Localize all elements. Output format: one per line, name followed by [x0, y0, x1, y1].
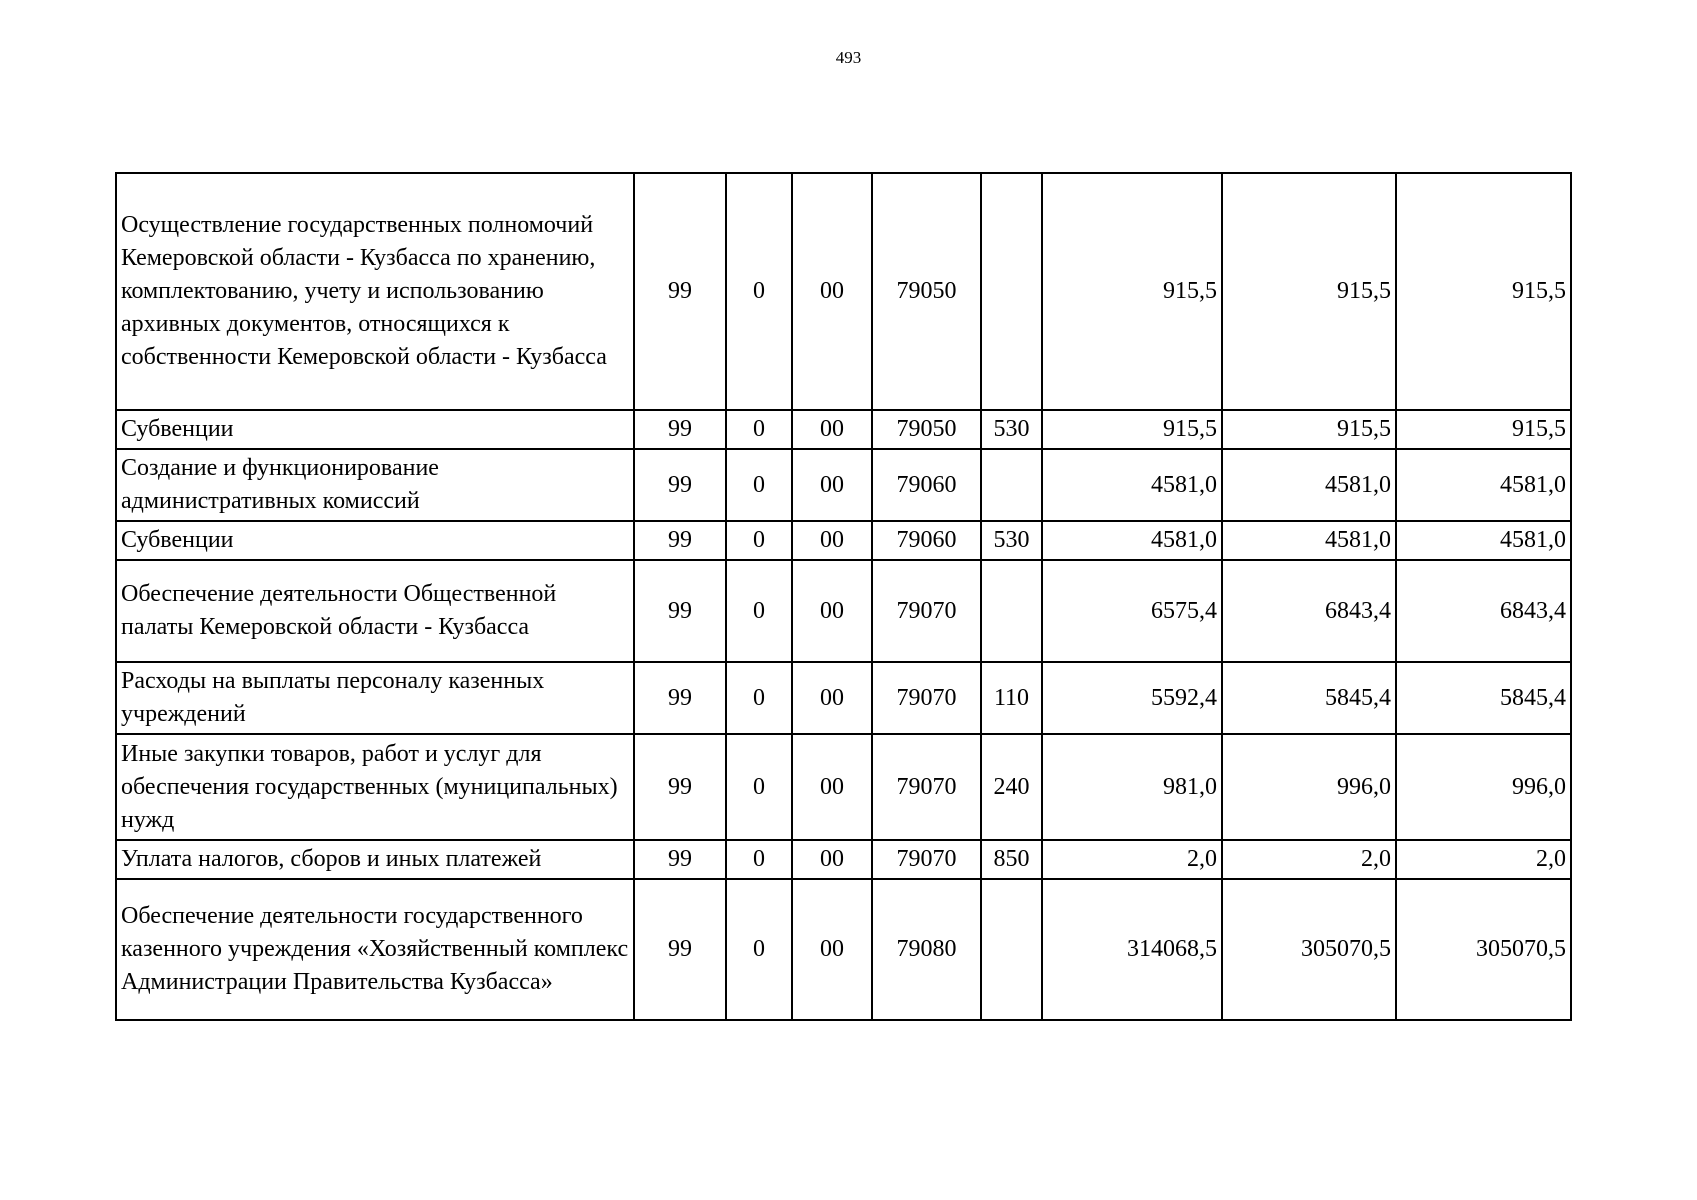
amount-year2-cell: 2,0 [1222, 840, 1396, 879]
direction-code-cell: 79050 [872, 410, 981, 449]
page-number: 493 [835, 48, 862, 67]
amount-year1-cell: 6575,4 [1042, 560, 1222, 662]
direction-code-cell: 79070 [872, 734, 981, 840]
program-code-cell: 99 [634, 521, 726, 560]
direction-code-cell: 79070 [872, 560, 981, 662]
amount-year2-cell: 915,5 [1222, 410, 1396, 449]
amount-year1-cell: 2,0 [1042, 840, 1222, 879]
amount-year2-cell: 5845,4 [1222, 662, 1396, 734]
row-name-cell: Уплата налогов, сборов и иных платежей [116, 840, 634, 879]
amount-year3-cell: 305070,5 [1396, 879, 1571, 1020]
amount-year1-cell: 915,5 [1042, 410, 1222, 449]
direction-code-cell: 79070 [872, 662, 981, 734]
expense-type-cell [981, 449, 1042, 521]
program-code-cell: 99 [634, 449, 726, 521]
amount-year2-cell: 4581,0 [1222, 449, 1396, 521]
subprogram-code-cell: 0 [726, 560, 792, 662]
expense-type-cell [981, 173, 1042, 410]
amount-year3-cell: 4581,0 [1396, 521, 1571, 560]
table-row [116, 521, 1571, 560]
program-code-cell: 99 [634, 662, 726, 734]
amount-year3-cell: 915,5 [1396, 410, 1571, 449]
row-name-cell: Субвенции [116, 410, 634, 449]
amount-year1-cell: 4581,0 [1042, 521, 1222, 560]
activity-code-cell: 00 [792, 879, 872, 1020]
program-code-cell: 99 [634, 560, 726, 662]
direction-code-cell: 79060 [872, 449, 981, 521]
activity-code-cell: 00 [792, 734, 872, 840]
row-name-cell: Создание и функционирование административных комиссий [116, 449, 634, 521]
amount-year3-cell: 5845,4 [1396, 662, 1571, 734]
row-name-cell: Расходы на выплаты персоналу казенных учреждений [116, 662, 634, 734]
budget-table [115, 172, 1572, 1021]
activity-code-cell: 00 [792, 173, 872, 410]
row-name-cell: Иные закупки товаров, работ и услуг для обеспечения государственных (муниципальных) нужд [116, 734, 634, 840]
amount-year1-cell: 5592,4 [1042, 662, 1222, 734]
subprogram-code-cell: 0 [726, 410, 792, 449]
direction-code-cell: 79070 [872, 840, 981, 879]
program-code-cell: 99 [634, 410, 726, 449]
table-row [116, 410, 1571, 449]
table-row [116, 662, 1571, 734]
table-row [116, 840, 1571, 879]
expense-type-cell [981, 560, 1042, 662]
expense-type-cell: 240 [981, 734, 1042, 840]
table-row [116, 879, 1571, 1020]
subprogram-code-cell: 0 [726, 173, 792, 410]
program-code-cell: 99 [634, 840, 726, 879]
subprogram-code-cell: 0 [726, 734, 792, 840]
activity-code-cell: 00 [792, 662, 872, 734]
expense-type-cell: 850 [981, 840, 1042, 879]
direction-code-cell: 79080 [872, 879, 981, 1020]
expense-type-cell: 530 [981, 521, 1042, 560]
subprogram-code-cell: 0 [726, 662, 792, 734]
table-row [116, 173, 1571, 410]
activity-code-cell: 00 [792, 560, 872, 662]
expense-type-cell: 110 [981, 662, 1042, 734]
activity-code-cell: 00 [792, 449, 872, 521]
amount-year2-cell: 996,0 [1222, 734, 1396, 840]
subprogram-code-cell: 0 [726, 449, 792, 521]
activity-code-cell: 00 [792, 410, 872, 449]
row-name-cell: Обеспечение деятельности Общественной палаты Кемеровской области - Кузбасса [116, 560, 634, 662]
program-code-cell: 99 [634, 734, 726, 840]
amount-year2-cell: 915,5 [1222, 173, 1396, 410]
amount-year3-cell: 915,5 [1396, 173, 1571, 410]
activity-code-cell: 00 [792, 840, 872, 879]
expense-type-cell [981, 879, 1042, 1020]
amount-year2-cell: 6843,4 [1222, 560, 1396, 662]
amount-year1-cell: 981,0 [1042, 734, 1222, 840]
subprogram-code-cell: 0 [726, 840, 792, 879]
table-row [116, 449, 1571, 521]
amount-year2-cell: 305070,5 [1222, 879, 1396, 1020]
table-row [116, 560, 1571, 662]
row-name-cell: Обеспечение деятельности государственного казенного учреждения «Хозяйственный комплекс Администрации Правительства Кузбасса» [116, 879, 634, 1020]
direction-code-cell: 79060 [872, 521, 981, 560]
amount-year3-cell: 6843,4 [1396, 560, 1571, 662]
row-name-cell: Осуществление государственных полномочий Кемеровской области - Кузбасса по хранению, комплектованию, учету и использованию архивных документов, относящихся к собственности Кемеровской области - Кузбасса [116, 173, 634, 410]
subprogram-code-cell: 0 [726, 879, 792, 1020]
subprogram-code-cell: 0 [726, 521, 792, 560]
amount-year3-cell: 996,0 [1396, 734, 1571, 840]
amount-year1-cell: 4581,0 [1042, 449, 1222, 521]
direction-code-cell: 79050 [872, 173, 981, 410]
amount-year3-cell: 2,0 [1396, 840, 1571, 879]
amount-year1-cell: 314068,5 [1042, 879, 1222, 1020]
table-row [116, 734, 1571, 840]
activity-code-cell: 00 [792, 521, 872, 560]
program-code-cell: 99 [634, 879, 726, 1020]
amount-year3-cell: 4581,0 [1396, 449, 1571, 521]
expense-type-cell: 530 [981, 410, 1042, 449]
amount-year2-cell: 4581,0 [1222, 521, 1396, 560]
program-code-cell: 99 [634, 173, 726, 410]
row-name-cell: Субвенции [116, 521, 634, 560]
amount-year1-cell: 915,5 [1042, 173, 1222, 410]
